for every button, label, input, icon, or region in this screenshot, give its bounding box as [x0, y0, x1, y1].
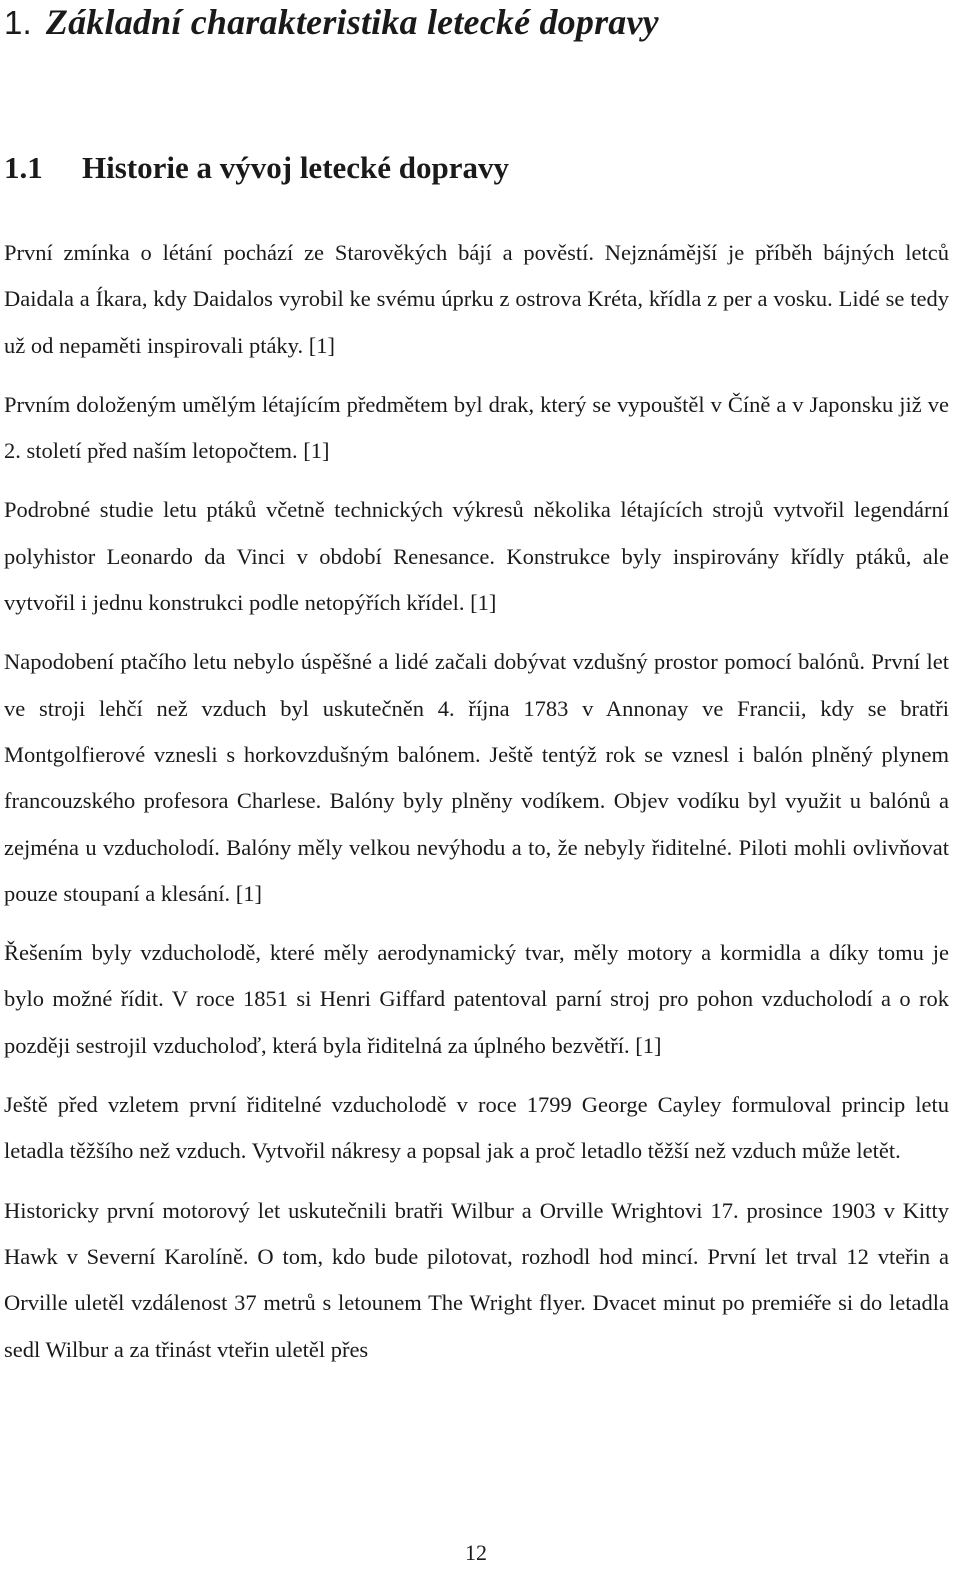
section-title: Historie a vývoj letecké dopravy	[82, 150, 510, 185]
section-heading	[4, 148, 949, 188]
section-number: 1.1	[4, 150, 43, 185]
chapter-number: 1.	[4, 4, 32, 41]
page-number: 12	[465, 1540, 487, 1565]
chapter-title: Základní charakteristika letecké dopravy	[45, 2, 659, 42]
paragraph: Historicky první motorový let uskutečnili bratři Wilbur a Orville Wrightovi 17. prosince 1903 v Kitty Hawk v Severní Karolíně. O tom, kdo bude pilotovat, rozhodl hod mincí. První let trval 12 vteřin a Orville uletěl vzdálenost 37 metrů s letounem The Wright flyer. Dvacet minut po premiéře si do letadla sedl Wilbur a za třinást vteřin uletěl přes	[4, 1197, 949, 1362]
paragraph: Napodobení ptačího letu nebylo úspěšné a lidé začali dobývat vzdušný prostor pomocí balónů. První let ve stroji lehčí než vzduch byl uskutečněn 4. října 1783 v Annonay ve Francii, kdy se bratři Montgolfierové vznesli s horkovzdušným balónem. Ještě tentýž rok se vznesl i balón plněný plynem francouzského profesora Charlese. Balóny byly plněny vodíkem. Objev vodíku byl využit u balónů a zejména u vzducholodí. Balóny měly velkou nevýhodu a to, že nebyly řiditelné. Piloti mohli ovlivňovat pouze stoupaní a klesání. [1]	[4, 649, 949, 906]
chapter-heading	[4, 0, 949, 45]
paragraph: Ještě před vzletem první řiditelné vzducholodě v roce 1799 George Cayley formuloval princip letu letadla těžšího než vzduch. Vytvořil nákresy a popsal jak a proč letadlo těžší než vzduch může letět.	[4, 1092, 949, 1164]
paragraph: Prvním doloženým umělým létajícím předmětem byl drak, který se vypouštěl v Číně a v Japonsku již ve 2. století před naším letopočtem. [1]	[4, 391, 949, 464]
paragraph: Řešením byly vzducholodě, které měly aerodynamický tvar, měly motory a kormidla a díky tomu je bylo možné řídit. V roce 1851 si Henri Giffard patentoval parní stroj pro pohon vzducholodí a o rok později sestrojil vzducholoď, která byla řiditelná za úplného bezvětří. [1]	[4, 940, 949, 1058]
paragraph: Podrobné studie letu ptáků včetně technických výkresů několika létajících strojů vytvořil legendární polyhistor Leonardo da Vinci v období Renesance. Konstrukce byly inspirovány křídly ptáků, ale vytvořil i jednu konstrukci podle netopýřích křídel. [1]	[4, 497, 949, 616]
paragraph: První zmínka o létání pochází ze Starověkých bájí a pověstí. Nejznámější je příběh bájných letců Daidala a Íkara, kdy Daidalos vyrobil ke svému úprku z ostrova Kréta, křídla z per a vosku. Lidé se tedy už od nepaměti inspirovali ptáky. [1]	[4, 240, 949, 358]
body-text	[4, 230, 949, 1386]
